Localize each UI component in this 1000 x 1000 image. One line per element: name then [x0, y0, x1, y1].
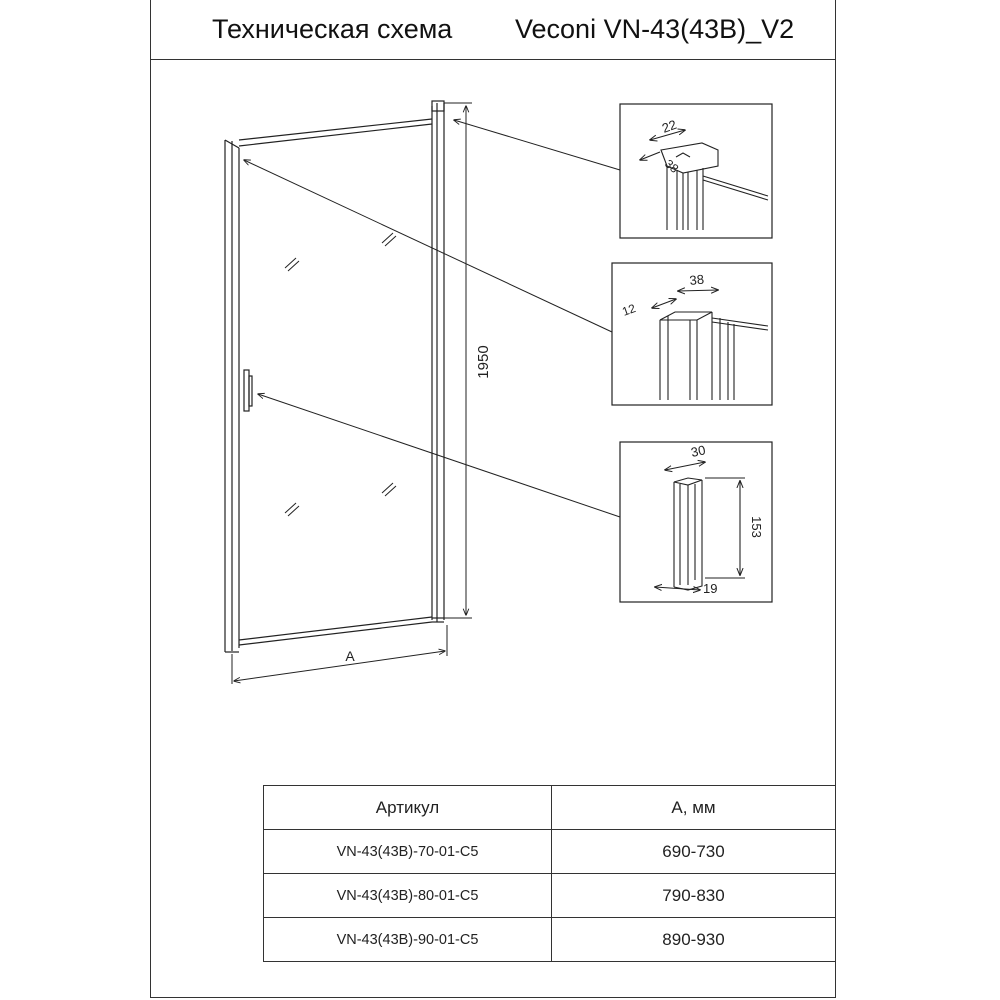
size-cell: 690-730 [552, 830, 836, 874]
detail-side-profile [612, 263, 772, 405]
side-profile-dim-2: 12 [620, 301, 638, 319]
spec-table [263, 785, 836, 962]
side-profile-dim-1: 38 [688, 271, 705, 288]
glass-reflection-marks [285, 233, 396, 516]
detail-top-profile [620, 104, 772, 238]
width-label: A [345, 648, 355, 664]
header-article: Артикул [264, 786, 552, 830]
model-title: Veconi VN-43(43B)_V2 [515, 14, 795, 44]
handle-dim-height: 153 [749, 516, 764, 538]
door-handle [244, 370, 252, 411]
handle-dim-depth: 19 [703, 581, 718, 596]
header-size: A, мм [552, 786, 836, 830]
handle-dim-width: 30 [689, 442, 707, 460]
size-cell: 790-830 [552, 874, 836, 918]
height-label: 1950 [475, 345, 492, 379]
top-profile-dim-2: 38 [662, 156, 682, 176]
table-header-row [264, 786, 836, 830]
sheet-title: Техническая схема [212, 14, 453, 44]
height-dimension [444, 103, 472, 618]
shower-door [225, 101, 444, 652]
left-profile [225, 140, 239, 652]
glass-panel [239, 119, 432, 645]
article-cell: VN-43(43B)-70-01-C5 [264, 830, 552, 874]
article-cell: VN-43(43B)-80-01-C5 [264, 874, 552, 918]
right-profile [432, 101, 444, 622]
article-cell: VN-43(43B)-90-01-C5 [264, 918, 552, 962]
table-row [264, 830, 836, 874]
width-dimension [232, 625, 447, 684]
top-profile-dim-1: 22 [659, 116, 679, 136]
table-row [264, 918, 836, 962]
table-row [264, 874, 836, 918]
size-cell: 890-930 [552, 918, 836, 962]
detail-handle [620, 442, 772, 602]
